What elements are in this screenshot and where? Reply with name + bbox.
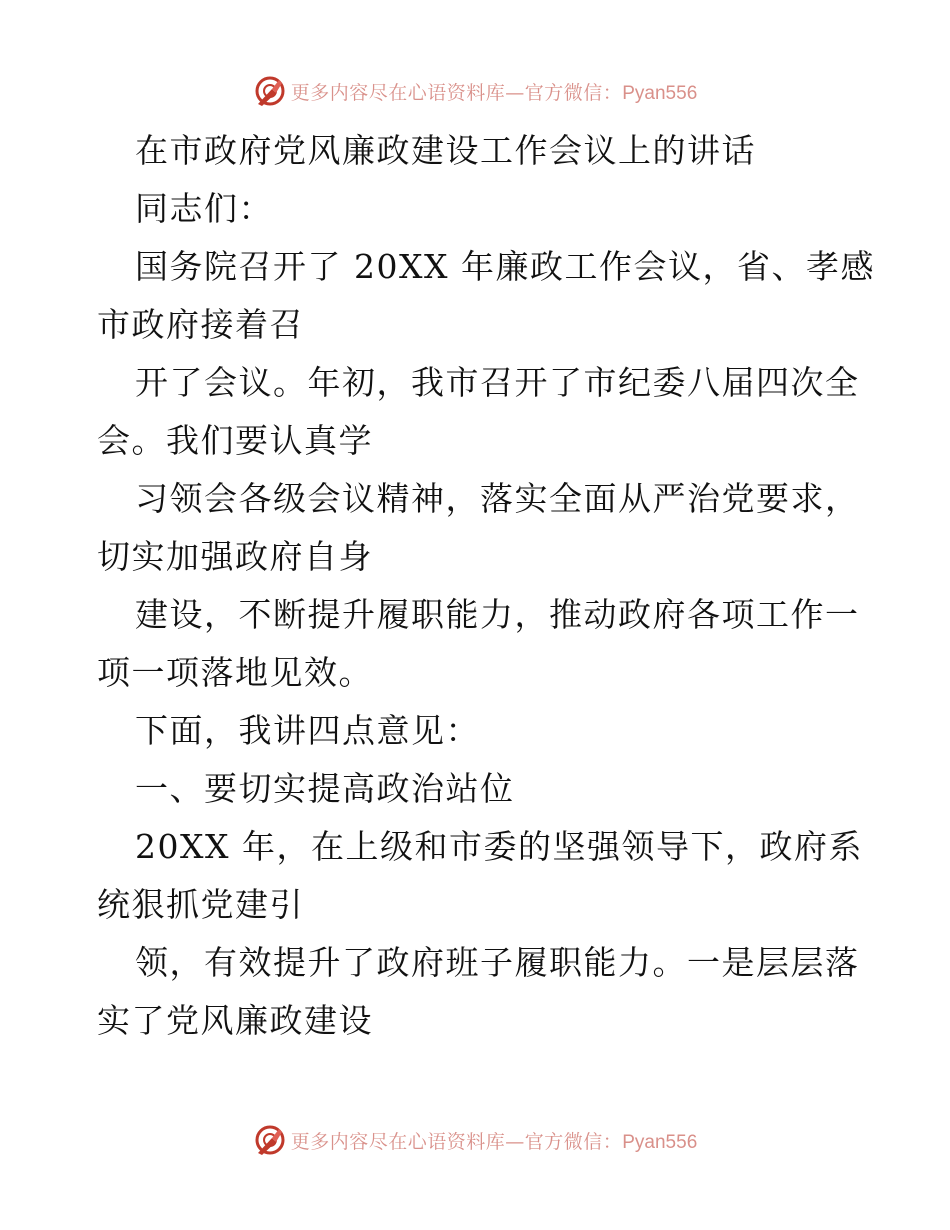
footer-watermark [0, 1120, 950, 1160]
document-body [97, 122, 875, 1050]
watermark-contact-label: 官方微信： [524, 1130, 623, 1153]
red-pen-circle-logo-icon [253, 74, 287, 108]
watermark-contact-handle: Pyan556 [622, 82, 698, 104]
paragraph-line: 切实加强政府自身 [97, 537, 373, 576]
watermark-text [291, 1127, 698, 1154]
paragraph-line: 统狠抓党建引 [97, 885, 304, 924]
paragraph-line: 市政府接着召 [97, 305, 304, 344]
paragraph-line: 项一项落地见效。 [97, 653, 373, 692]
paragraph-line: 习领会各级会议精神，落实全面从严治党要求， [135, 479, 860, 518]
paragraph-line: 建设，不断提升履职能力，推动政府各项工作一 [135, 595, 860, 634]
watermark-contact-handle: Pyan556 [622, 1131, 698, 1153]
paragraph-line: 领，有效提升了政府班子履职能力。一是层层落 [135, 943, 860, 982]
salutation: 同志们： [135, 189, 273, 228]
watermark-separator: — [505, 1130, 525, 1153]
paragraph-line: 会。我们要认真学 [97, 421, 373, 460]
paragraph-line: 开了会议。年初，我市召开了市纪委八届四次全 [135, 363, 860, 402]
watermark-text [291, 78, 698, 105]
paragraph-line: 实了党风廉政建设 [97, 1001, 373, 1040]
paragraph-line: 国务院召开了 20XX 年廉政工作会议，省、孝感 [135, 247, 875, 286]
watermark-brand: 更多内容尽在心语资料库 [290, 81, 506, 104]
section-heading: 一、要切实提高政治站位 [135, 769, 515, 808]
header-watermark [0, 71, 950, 111]
watermark-contact-label: 官方微信： [524, 81, 623, 104]
paragraph-line: 20XX 年，在上级和市委的坚强领导下，政府系 [135, 827, 863, 866]
watermark-brand: 更多内容尽在心语资料库 [290, 1130, 506, 1153]
document-title: 在市政府党风廉政建设工作会议上的讲话 [135, 131, 756, 170]
red-pen-circle-logo-icon [253, 1123, 287, 1157]
watermark-separator: — [505, 81, 525, 104]
paragraph-line: 下面，我讲四点意见： [135, 711, 480, 750]
